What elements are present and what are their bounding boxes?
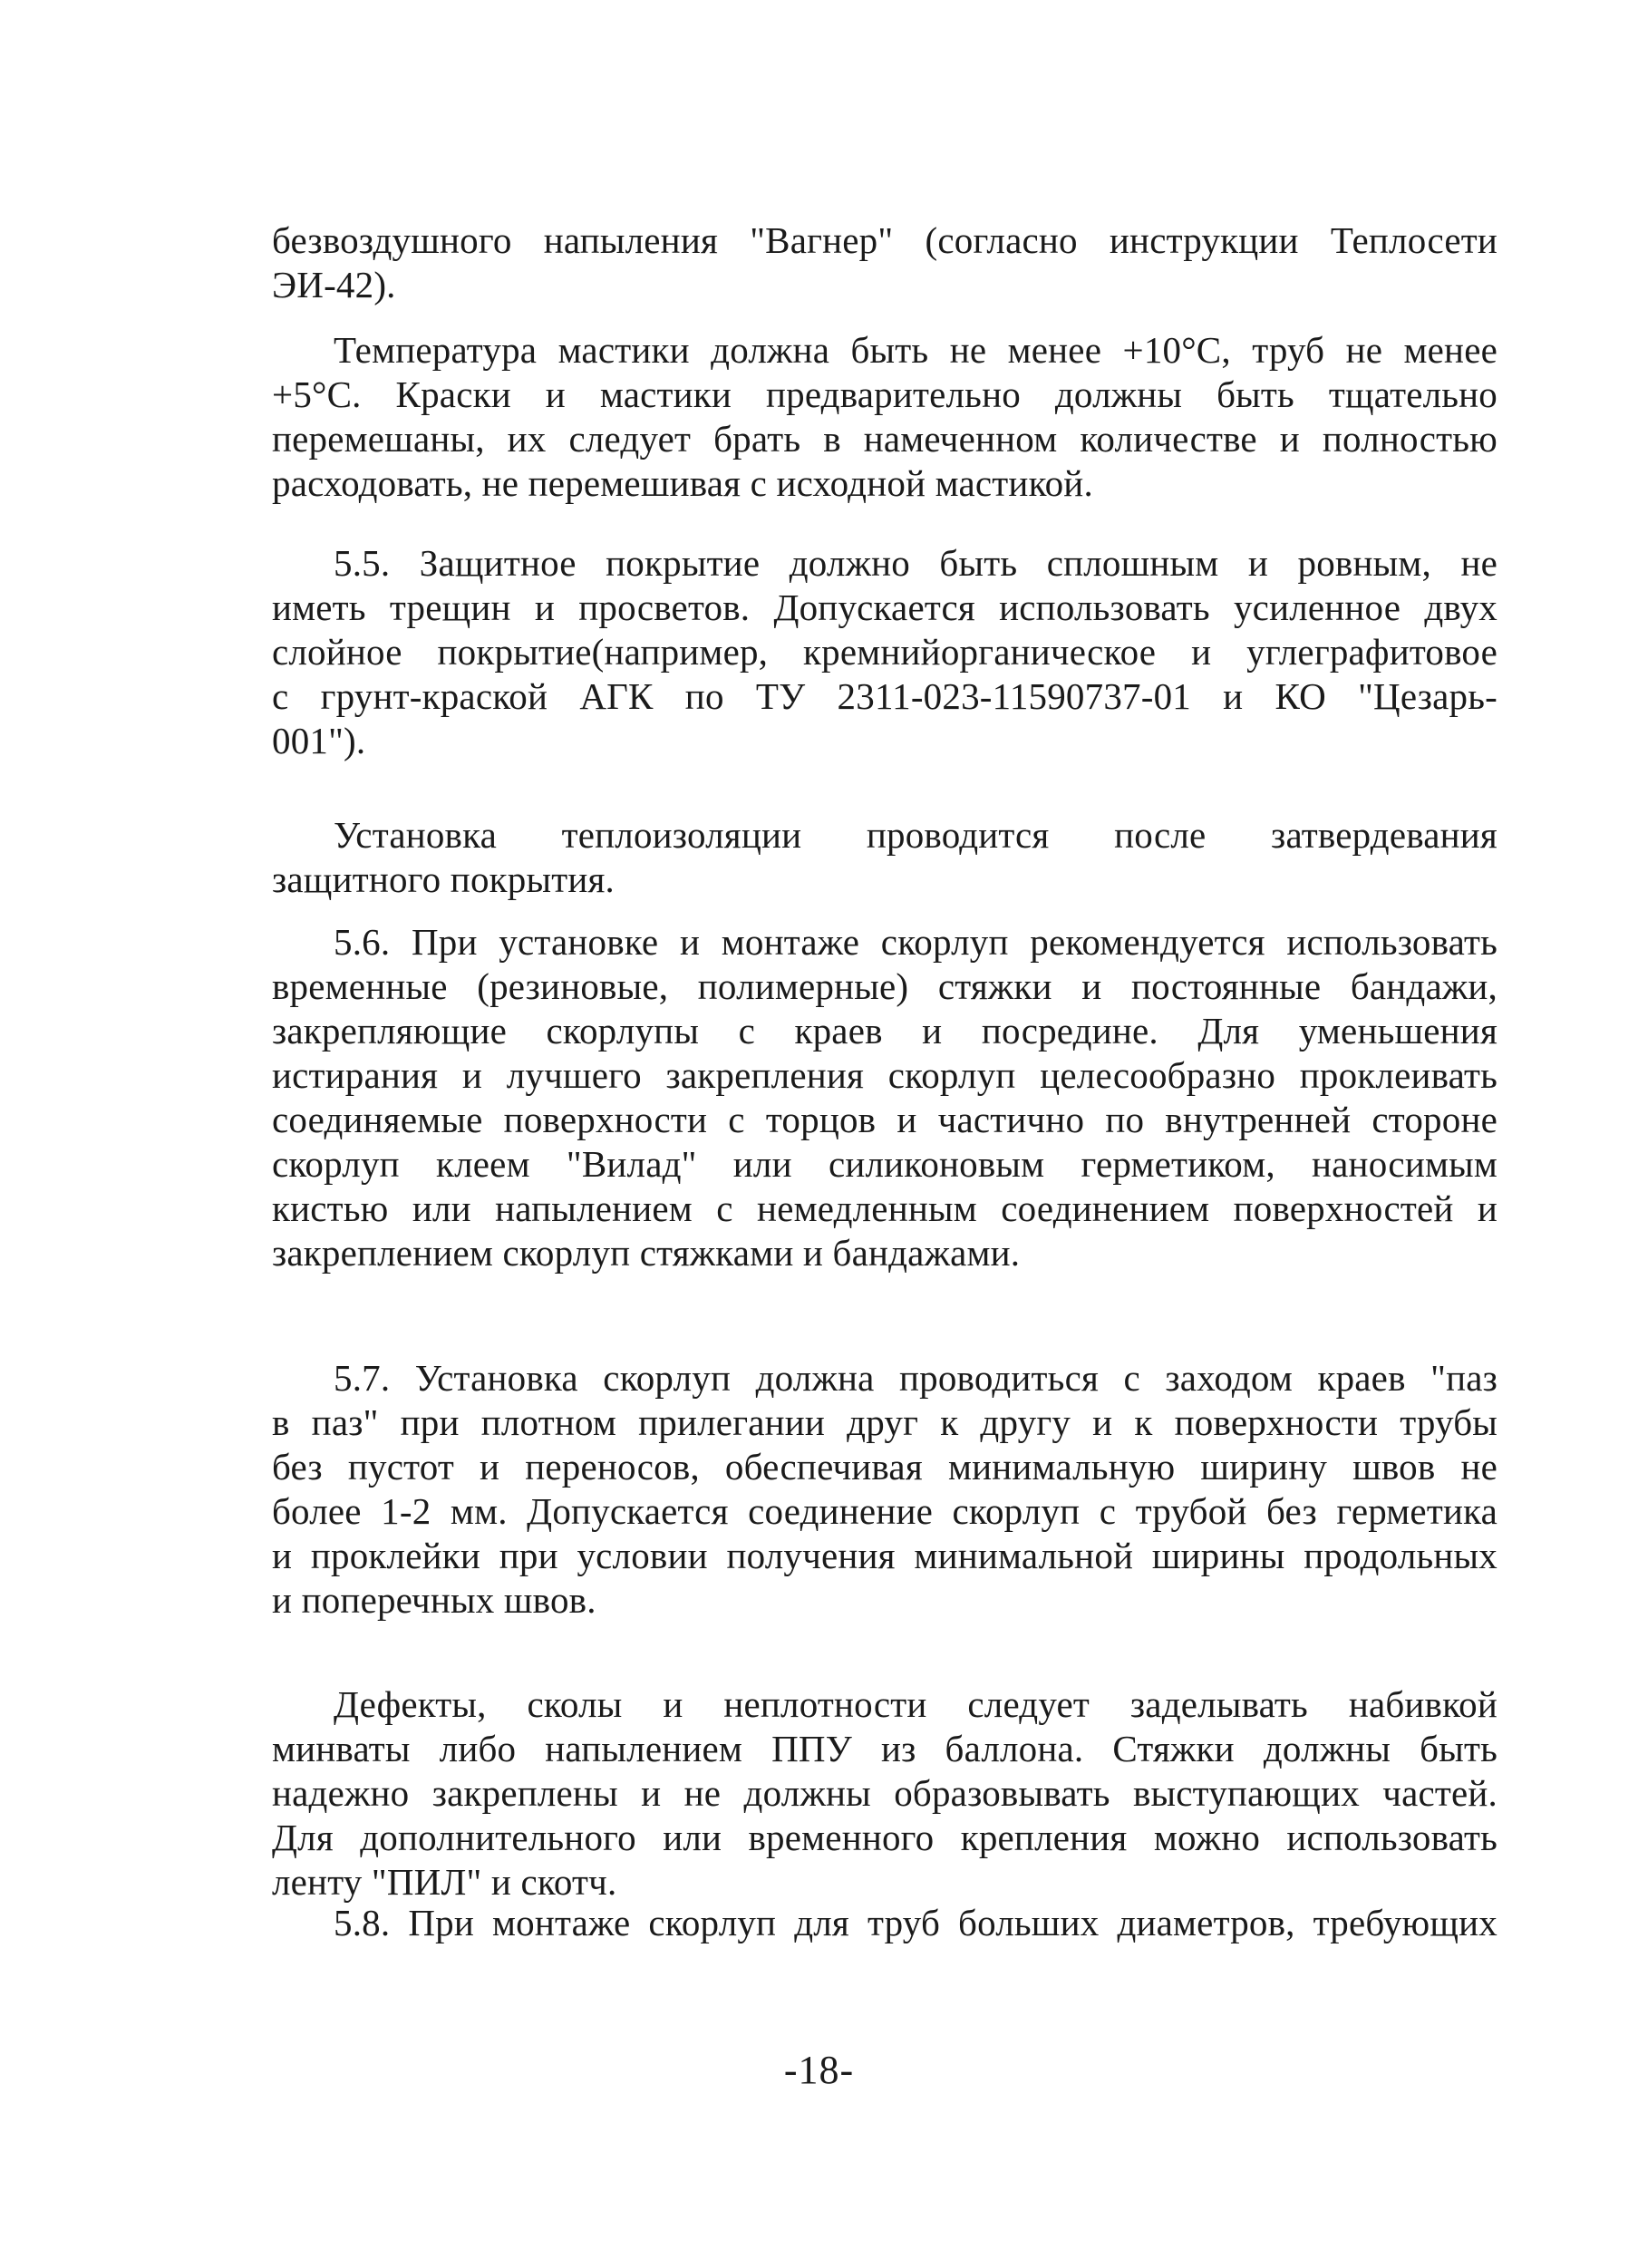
text-line: 5.5. Защитное покрытие должно быть сплошным и ровным, не <box>334 542 1497 584</box>
text-line: без пустот и переносов, обеспечивая минимальную ширину швов не <box>272 1446 1497 1488</box>
paragraph-3-section-5-5 <box>272 541 1497 763</box>
paragraph-5-section-5-6 <box>272 920 1497 1275</box>
text-line: истирания и лучшего закрепления скорлуп целесообразно проклеивать <box>272 1054 1497 1096</box>
text-line: и поперечных швов. <box>272 1579 596 1621</box>
page-number: -18- <box>783 2048 855 2092</box>
paragraph-1 <box>272 218 1497 307</box>
text-line: Установка теплоизоляции проводится после затвердевания <box>334 814 1497 856</box>
text-line: 5.7. Установка скорлуп должна проводиться с заходом краев "паз <box>334 1357 1497 1399</box>
text-line: кистью или напылением с немедленным соединением поверхностей и <box>272 1187 1497 1229</box>
text-line: ЭИ-42). <box>272 264 396 305</box>
text-line: 5.6. При установке и монтаже скорлуп рекомендуется использовать <box>334 921 1497 963</box>
text-line: +5°С. Краски и мастики предварительно должны быть тщательно <box>272 373 1497 415</box>
text-line: безвоздушного напыления "Вагнер" (согласно инструкции Теплосети <box>272 219 1497 261</box>
text-line: с грунт-краской АГК по ТУ 2311-023-11590737-01 и КО "Цезарь- <box>272 675 1497 717</box>
paragraph-4 <box>272 813 1497 902</box>
text-line: иметь трещин и просветов. Допускается использовать усиленное двух <box>272 586 1497 628</box>
text-line: закреплением скорлуп стяжками и бандажами. <box>272 1232 1021 1274</box>
text-line: в паз" при плотном прилегании друг к другу и к поверхности трубы <box>272 1401 1497 1443</box>
text-line: надежно закреплены и не должны образовывать выступающих частей. <box>272 1772 1497 1814</box>
text-line: минваты либо напылением ППУ из баллона. Стяжки должны быть <box>272 1728 1497 1769</box>
paragraph-8-section-5-8 <box>272 1901 1497 1945</box>
text-line: 5.8. При монтаже скорлуп для труб больших диаметров, требующих <box>334 1902 1497 1943</box>
text-line: перемешаны, их следует брать в намеченном количестве и полностью <box>272 418 1497 460</box>
text-line: Дефекты, сколы и неплотности следует заделывать набивкой <box>334 1683 1497 1725</box>
text-line: Температура мастики должна быть не менее +10°С, труб не менее <box>334 329 1497 371</box>
text-line: слойное покрытие(например, кремнийорганическое и углеграфитовое <box>272 631 1497 673</box>
text-line: закрепляющие скорлупы с краев и посредине. Для уменьшения <box>272 1010 1497 1052</box>
paragraph-6-section-5-7 <box>272 1356 1497 1623</box>
text-line: временные (резиновые, полимерные) стяжки и постоянные бандажи, <box>272 965 1497 1007</box>
text-line: расходовать, не перемешивая с исходной мастикой. <box>272 462 1093 504</box>
text-line: ленту "ПИЛ" и скотч. <box>272 1861 617 1903</box>
text-line: и проклейки при условии получения минимальной ширины продольных <box>272 1535 1497 1576</box>
text-line: 001"). <box>272 720 366 761</box>
text-line: более 1-2 мм. Допускается соединение скорлуп с трубой без герметика <box>272 1490 1497 1532</box>
text-line: скорлуп клеем "Вилад" или силиконовым герметиком, наносимым <box>272 1143 1497 1185</box>
paragraph-7 <box>272 1682 1497 1905</box>
text-line: Для дополнительного или временного крепления можно использовать <box>272 1817 1497 1858</box>
text-line: защитного покрытия. <box>272 858 615 900</box>
text-line: соединяемые поверхности с торцов и частично по внутренней стороне <box>272 1099 1497 1140</box>
paragraph-2 <box>272 328 1497 506</box>
